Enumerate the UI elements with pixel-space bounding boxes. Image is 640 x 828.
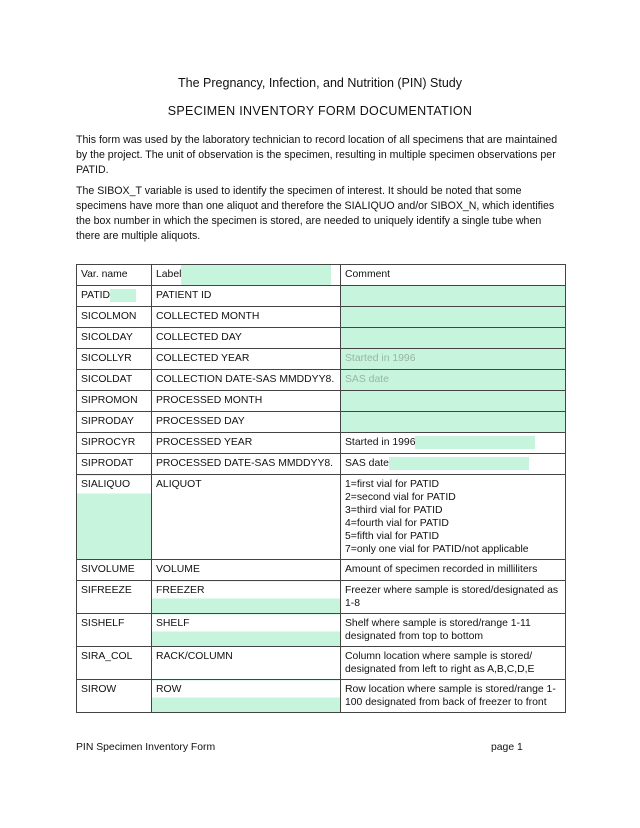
var-cell: SIALIQUO — [77, 475, 152, 560]
label-cell: COLLECTED YEAR — [152, 349, 341, 370]
comment-cell: Freezer where sample is stored/designated as 1-8 — [341, 581, 566, 614]
comment-line: 2=second vial for PATID — [345, 492, 456, 503]
var-cell: SIPRODAT — [77, 454, 152, 475]
header-label: Label — [152, 265, 341, 286]
comment-line: 1=first vial for PATID — [345, 479, 440, 490]
table-row — [77, 560, 566, 581]
header-var-name: Var. name — [77, 265, 152, 286]
label-cell: VOLUME — [152, 560, 341, 581]
header-comment: Comment — [341, 265, 566, 286]
var-cell: SICOLDAT — [77, 370, 152, 391]
table-row — [77, 412, 566, 433]
var-cell: SICOLLYR — [77, 349, 152, 370]
comment-cell — [341, 328, 566, 349]
footer-page-number: page 1 — [491, 742, 523, 753]
comment-cell: Row location where sample is stored/range 1-100 designated from back of freezer to front — [341, 680, 566, 713]
table-row — [77, 475, 566, 560]
label-cell: FREEZER — [152, 581, 341, 614]
comment-cell — [341, 391, 566, 412]
comment-cell: Column location where sample is stored/ designated from left to right as A,B,C,D,E — [341, 647, 566, 680]
comment-cell: Amount of specimen recorded in milliliters — [341, 560, 566, 581]
comment-cell: SAS date — [341, 454, 566, 475]
comment-line: 5=fifth vial for PATID — [345, 531, 440, 542]
var-cell: SIPRODAY — [77, 412, 152, 433]
label-cell: ALIQUOT — [152, 475, 341, 560]
label-cell: PATIENT ID — [152, 286, 341, 307]
variable-table — [76, 264, 566, 713]
var-cell: SICOLMON — [77, 307, 152, 328]
table-header-row — [77, 265, 566, 286]
footer-form-name: PIN Specimen Inventory Form — [76, 742, 216, 753]
table-row — [77, 433, 566, 454]
var-cell: SIVOLUME — [77, 560, 152, 581]
var-cell: SICOLDAY — [77, 328, 152, 349]
comment-cell: Shelf where sample is stored/range 1-11 designated from top to bottom — [341, 614, 566, 647]
comment-cell — [341, 412, 566, 433]
label-cell: RACK/COLUMN — [152, 647, 341, 680]
document-subtitle: SPECIMEN INVENTORY FORM DOCUMENTATION — [167, 104, 473, 118]
label-cell: PROCESSED MONTH — [152, 391, 341, 412]
var-cell: SIROW — [77, 680, 152, 713]
comment-cell: Started in 1996 — [341, 349, 566, 370]
comment-line: 7=only one vial for PATID/not applicable — [345, 544, 529, 555]
intro-paragraph: This form was used by the laboratory technician to record location of all specimens that are maintained by the project. The unit of observation is the specimen, resulting in multiple specimen observations per PATID. — [76, 134, 558, 176]
comment-cell — [341, 307, 566, 328]
table-row — [77, 307, 566, 328]
table-row — [77, 286, 566, 307]
var-cell: SIFREEZE — [77, 581, 152, 614]
table-row — [77, 647, 566, 680]
label-cell: PROCESSED YEAR — [152, 433, 341, 454]
comment-cell — [341, 286, 566, 307]
comment-line: 4=fourth vial for PATID — [345, 518, 449, 529]
table-row — [77, 328, 566, 349]
table-row — [77, 581, 566, 614]
table-row — [77, 370, 566, 391]
table-row — [77, 614, 566, 647]
var-cell: SIRA_COL — [77, 647, 152, 680]
table-row — [77, 391, 566, 412]
label-cell: PROCESSED DATE-SAS MMDDYY8. — [152, 454, 341, 475]
table-row — [77, 349, 566, 370]
label-cell: COLLECTION DATE-SAS MMDDYY8. — [152, 370, 341, 391]
comment-line: 3=third vial for PATID — [345, 505, 443, 516]
label-cell: COLLECTED DAY — [152, 328, 341, 349]
comment-cell: Started in 1996 — [341, 433, 566, 454]
table-row — [77, 680, 566, 713]
sibox-paragraph: The SIBOX_T variable is used to identify the specimen of interest. It should be noted that some specimens have more than one aliquot and therefore the SIALIQUO and/or SIBOX_N, which identifies the box number in which the specimen is stored, are needed to uniquely identify a single tube when there are multiple aliquots. — [76, 185, 555, 242]
document-title: The Pregnancy, Infection, and Nutrition (PIN) Study — [178, 76, 462, 90]
var-cell: SISHELF — [77, 614, 152, 647]
table-row — [77, 454, 566, 475]
comment-cell — [341, 475, 566, 560]
var-cell: SIPROCYR — [77, 433, 152, 454]
label-cell: ROW — [152, 680, 341, 713]
label-cell: COLLECTED MONTH — [152, 307, 341, 328]
var-cell: SIPROMON — [77, 391, 152, 412]
comment-cell: SAS date — [341, 370, 566, 391]
var-cell: PATID — [77, 286, 152, 307]
label-cell: PROCESSED DAY — [152, 412, 341, 433]
label-cell: SHELF — [152, 614, 341, 647]
